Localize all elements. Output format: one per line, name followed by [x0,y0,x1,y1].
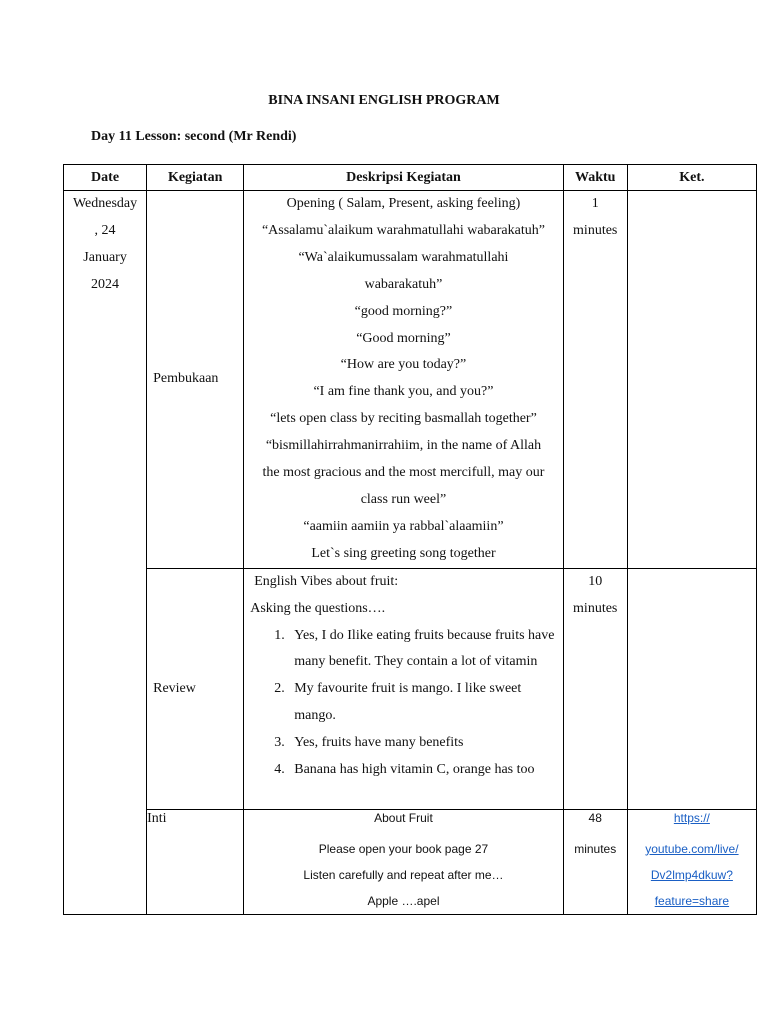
table-row-inti [64,809,757,914]
waktu-unit: minutes [574,841,617,856]
waktu-inti [563,809,627,914]
header-row [64,165,757,191]
list-item: 2. My favourite fruit is mango. I like sweet mango. [288,676,562,730]
waktu-value: 1 [591,196,599,211]
waktu-unit: minutes [573,600,618,616]
waktu-unit: minutes [573,222,618,238]
ket-review [627,568,756,809]
desc-line: Listen carefully and repeat after me… [303,867,504,882]
desc-line: “aamiin aamiin ya rabbal`alaamiin” [303,518,504,534]
desc-line: “How are you today?” [340,357,467,373]
waktu-value: 48 [588,810,602,825]
date-line: , 24 [94,222,116,238]
desc-line: “bismillahirrahmanirrahiim, in the name of Allah [265,438,542,454]
desc-line: “Wa`alaikumussalam warahmatullahi [298,249,509,265]
kegiatan-pembukaan: Pembukaan [147,191,244,569]
review-question-list [244,623,562,784]
table-row-pembukaan [64,191,757,569]
youtube-link-line[interactable]: Dv2lmp4dkuw? [650,867,733,882]
waktu-review [563,568,627,809]
date-line: Wednesday [72,196,138,211]
desc-line: “good morning?” [354,303,453,319]
document-title: BINA INSANI ENGLISH PROGRAM [268,93,500,108]
list-item: 1. Yes, I do Ilike eating fruits because fruits have many benefit. They contain a lot of vitamin [288,623,562,677]
list-item: 4. Banana has high vitamin C, orange has too [288,757,562,784]
date-line: January [83,249,127,265]
waktu-pembukaan [563,191,627,569]
review-intro-line: English Vibes about fruit: [254,573,399,589]
date-cell [64,191,147,915]
desc-line: “Good morning” [356,330,451,346]
desc-line: About Fruit [374,810,433,825]
youtube-link-line[interactable]: youtube.com/live/ [645,841,739,856]
kegiatan-inti: Inti [147,809,244,914]
deskripsi-pembukaan [244,191,563,569]
deskripsi-inti [244,809,563,914]
kegiatan-review: Review [147,568,244,809]
youtube-link-line[interactable]: https:// [673,810,710,825]
deskripsi-review [244,568,563,809]
desc-line: Let`s sing greeting song together [311,545,496,561]
desc-line: Apple ….apel [367,893,440,908]
waktu-value: 10 [588,573,603,589]
review-intro-line: Asking the questions…. [250,600,386,616]
desc-line: wabarakatuh” [364,276,443,292]
desc-line: Please open your book page 27 [318,841,489,856]
ket-inti [627,809,756,914]
table-row-review [64,568,757,809]
desc-line: class run weel” [360,491,447,507]
header-ket: Ket. [627,165,756,191]
desc-line: Opening ( Salam, Present, asking feeling) [286,196,521,211]
desc-line: “Assalamu`alaikum warahmatullahi wabarakatuh” [261,222,545,238]
youtube-link-line[interactable]: feature=share [654,893,730,908]
list-item: 3. Yes, fruits have many benefits [288,730,562,757]
header-date: Date [64,165,147,191]
desc-line: “I am fine thank you, and you?” [313,384,494,400]
date-line: 2024 [91,276,120,292]
header-waktu: Waktu [563,165,627,191]
lesson-subtitle: Day 11 Lesson: second (Mr Rendi) [91,129,297,144]
lesson-plan-table [63,164,757,915]
header-deskripsi: Deskripsi Kegiatan [244,165,563,191]
header-kegiatan: Kegiatan [147,165,244,191]
desc-line: the most gracious and the most mercifull, may our [262,465,545,481]
desc-line: “lets open class by reciting basmallah together” [270,411,537,427]
ket-pembukaan [627,191,756,569]
